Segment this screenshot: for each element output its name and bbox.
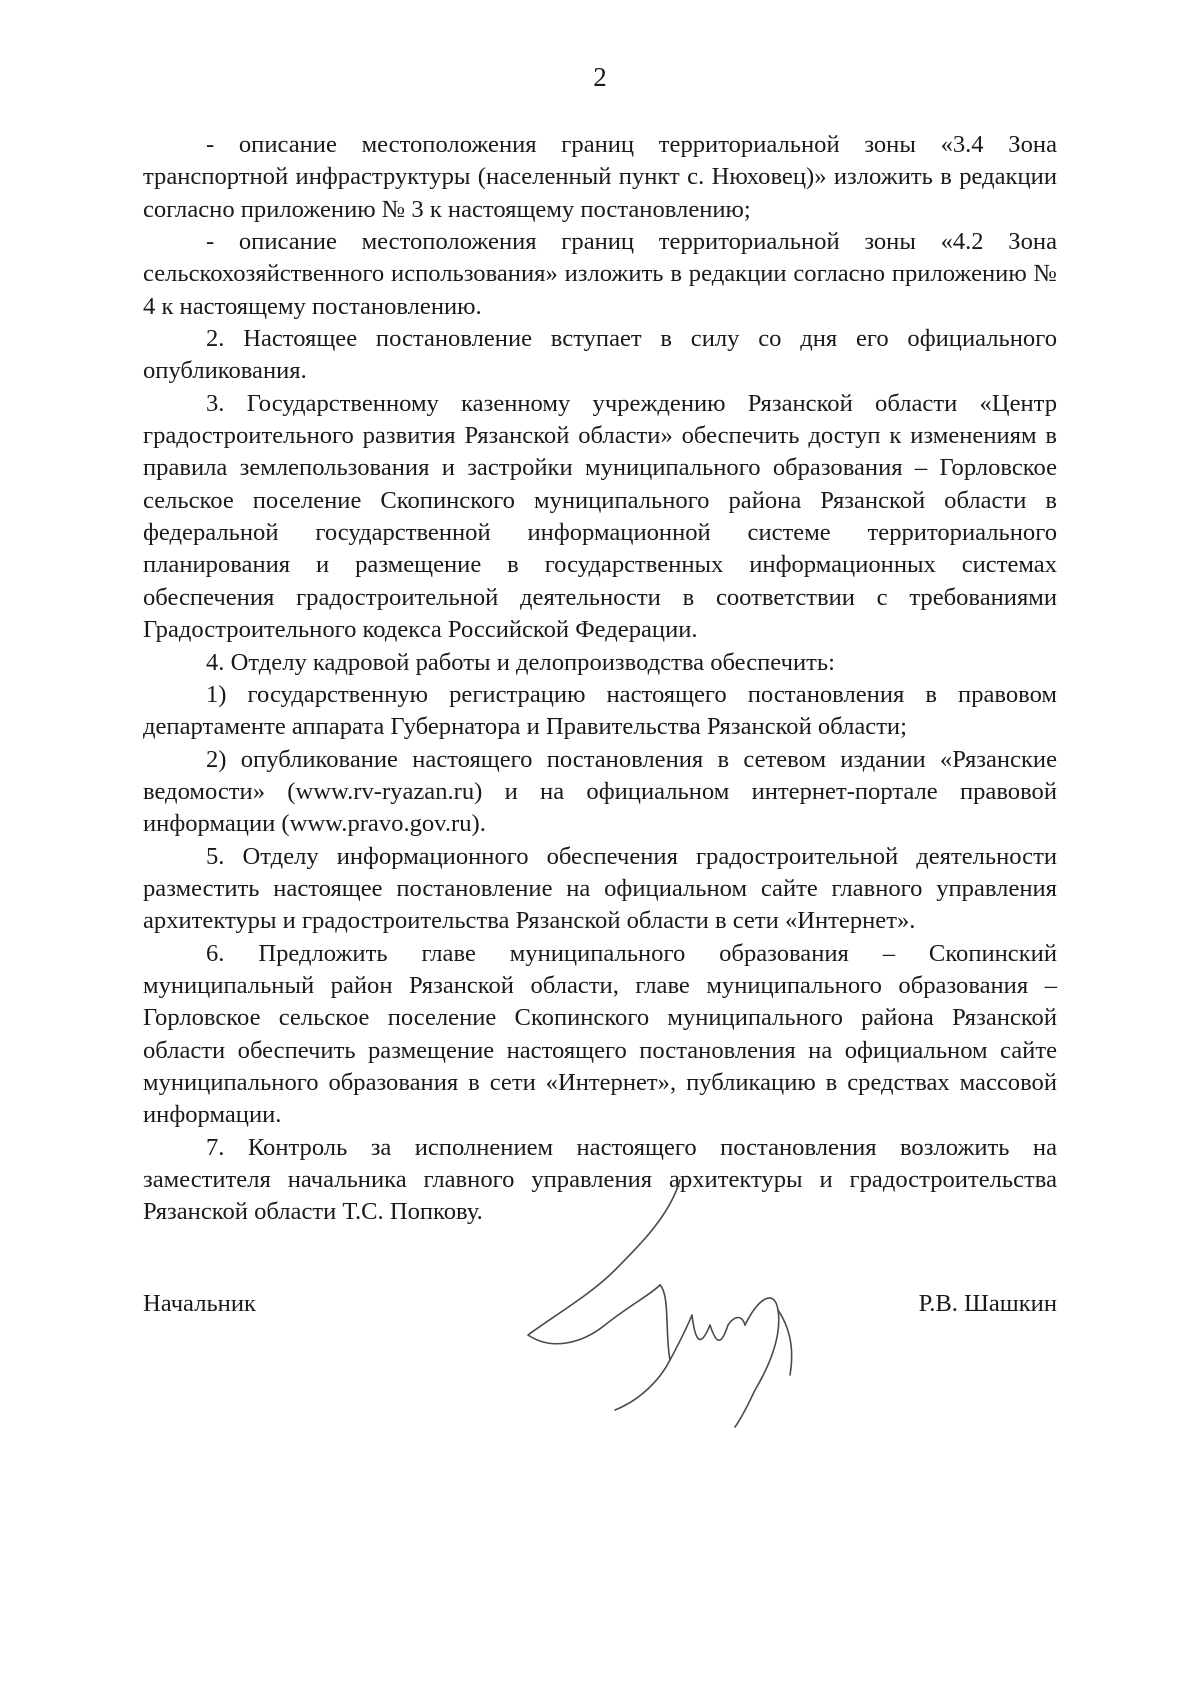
signatory-name: Р.В. Шашкин <box>918 1290 1057 1317</box>
signature-stroke-body <box>660 1285 745 1360</box>
page-number: 2 <box>593 62 607 92</box>
paragraph-item-2: 2. Настоящее постановление вступает в силу со дня его официального опубликования. <box>143 325 1057 385</box>
signature-stroke-curve <box>778 1310 792 1375</box>
document-body <box>143 129 1057 1229</box>
signature-stroke-hook <box>615 1360 670 1410</box>
paragraph-subitem-1: 1) государственную регистрацию настоящего постановления в правовом департаменте аппарата Губернатора и Правительства Рязанской области; <box>143 680 1057 741</box>
paragraph-item-6: 6. Предложить главе муниципального образования – Скопинский муниципальный район Рязанской области, главе муниципального образования – Горловское сельское поселение Скопинского муниципального района Рязанской области обеспечить размещение настоящего постановления на официальном сайте муниципального образования в сети «Интернет», публикацию в средствах массовой информации. <box>143 939 1057 1129</box>
signature-stroke-tail <box>735 1298 779 1427</box>
paragraph-item-7: 7. Контроль за исполнением настоящего постановления возложить на заместителя начальника главного управления архитектуры и градостроительства Рязанской области Т.С. Попкову. <box>143 1133 1057 1226</box>
paragraph-zone-3-4: - описание местоположения границ территориальной зоны «3.4 Зона транспортной инфраструктуры (населенный пункт с. Нюховец)» изложить в редакции согласно приложению № 3 к настоящему постановлению; <box>143 131 1057 223</box>
paragraph-item-4: 4. Отделу кадровой работы и делопроизводства обеспечить: <box>206 648 835 676</box>
paragraph-subitem-2: 2) опубликование настоящего постановления в сетевом издании «Рязанские ведомости» (www.rv-ryazan.ru) и на официальном интернет-портале правовой информации (www.pravo.gov.ru). <box>143 745 1057 838</box>
paragraph-item-3: 3. Государственному казенному учреждению Рязанской области «Центр градостроительного развития Рязанской области» обеспечить доступ к изменениям в правила землепользования и застройки муниципального образования – Горловское сельское поселение Скопинского муниципального района Рязанской области в федеральной государственной информационной системе территориального планирования и размещение в государственных информационных системах обеспечения градостроительной деятельности в соответствии с требованиями Градостроительного кодекса Российской Федерации. <box>143 389 1057 644</box>
paragraph-item-5: 5. Отделу информационного обеспечения градостроительной деятельности разместить настоящее постановление на официальном сайте главного управления архитектуры и градостроительства Рязанской области в сети «Интернет». <box>143 842 1057 935</box>
signatory-title: Начальник <box>143 1290 256 1317</box>
paragraph-zone-4-2: - описание местоположения границ территориальной зоны «4.2 Зона сельскохозяйственного использования» изложить в редакции согласно приложению № 4 к настоящему постановлению. <box>143 228 1057 320</box>
handwritten-signature <box>520 1175 830 1430</box>
signature-stroke-loop <box>528 1180 680 1344</box>
